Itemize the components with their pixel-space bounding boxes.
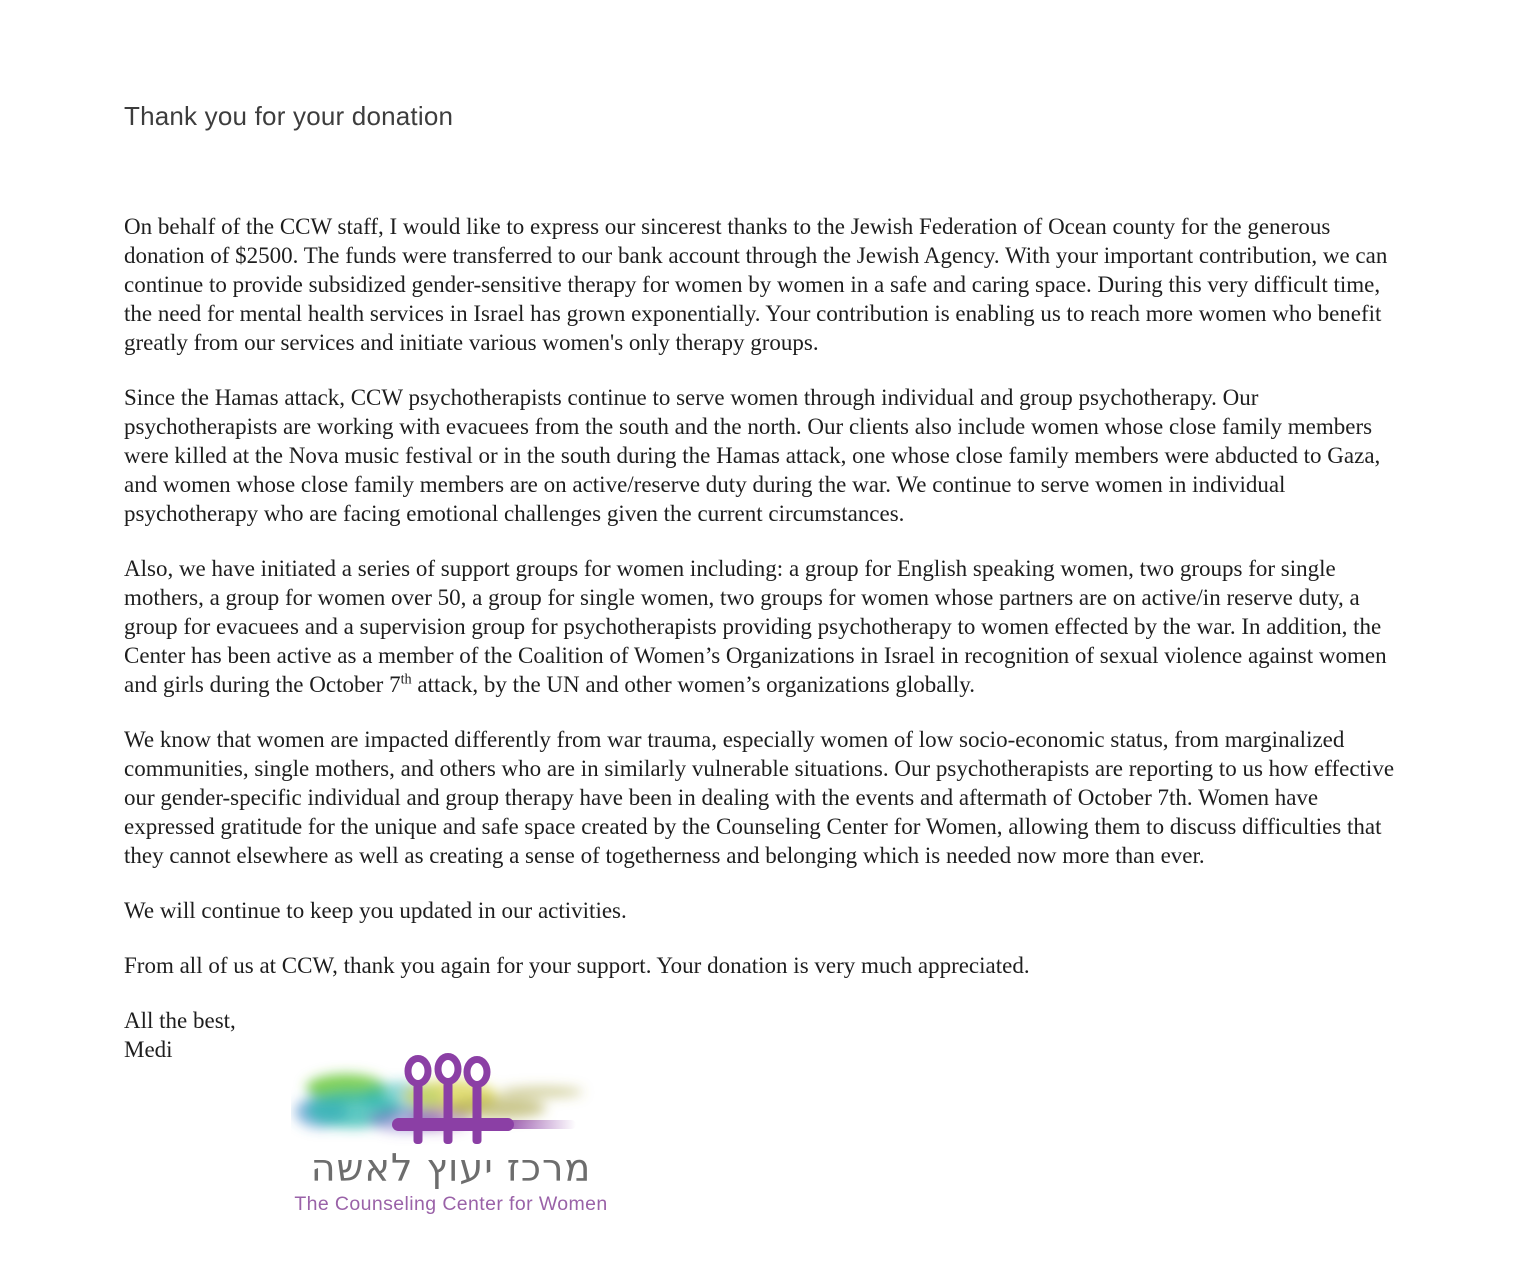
letter-body: [124, 212, 1408, 1064]
paragraph-3: [124, 554, 1408, 699]
paragraph-4: We know that women are impacted differently from war trauma, especially women of low socio-economic status, from marginalized communities, single mothers, and others who are in similarly vulnerable situations. Our psychotherapists are reporting to us how effective our gender-specific individual and group therapy have been in dealing with the events and aftermath of October 7th. Women have expressed gratitude for the unique and safe space created by the Counseling Center for Women, allowing them to discuss difficulties that they cannot elsewhere as well as creating a sense of togetherness and belonging which is needed now more than ever.: [124, 727, 1395, 868]
paragraph-3-text-continued: attack, by the UN and other women’s organizations globally.: [411, 672, 976, 697]
letter-content: [124, 98, 1408, 1064]
paragraph-2: Since the Hamas attack, CCW psychotherapists continue to serve women through individual and group psychotherapy. Our psychotherapists are working with evacuees from the south and the north. Our clients also include women whose close family members were killed at the Nova music festival or in the south during the Hamas attack, one whose close family members were abducted to Gaza, and women whose close family members are on active/reserve duty during the war. We continue to serve women in individual psychotherapy who are facing emotional challenges given the current circumstances.: [124, 385, 1381, 526]
paragraph-6: From all of us at CCW, thank you again for your support. Your donation is very much appreciated.: [124, 953, 1030, 978]
superscript-ordinal: th: [400, 671, 412, 688]
page-title: Thank you for your donation: [124, 101, 454, 131]
closing-line: All the best,: [124, 1008, 236, 1033]
signature-name: Medi: [124, 1037, 173, 1062]
logo-english-name: The Counseling Center for Women: [294, 1193, 608, 1215]
ccw-logo-artwork: [291, 1048, 611, 1148]
logo-hebrew-name: מרכז יעוץ לאשה: [310, 1146, 592, 1190]
paragraph-3-text: Also, we have initiated a series of support groups for women including: a group for English speaking women, two groups for single mothers, a group for women over 50, a group for single women, two groups for women whose partners are on active/in reserve duty, a group for evacuees and a supervision group for psychotherapists providing psychotherapy to women effected by the war. In addition, the Center has been active as a member of the Coalition of Women’s Organizations in Israel in recognition of sexual violence against women and girls during the October 7: [124, 556, 1387, 697]
ccw-logo: [291, 1048, 611, 1215]
paragraph-5: We will continue to keep you updated in our activities.: [124, 898, 627, 923]
paragraph-1: On behalf of the CCW staff, I would like to express our sincerest thanks to the Jewish Federation of Ocean county for the generous donation of $2500. The funds were transferred to our bank account through the Jewish Agency. With your important contribution, we can continue to provide subsidized gender-sensitive therapy for women by women in a safe and caring space. During this very difficult time, the need for mental health services in Israel has grown exponentially. Your contribution is enabling us to reach more women who benefit greatly from our services and initiate various women's only therapy groups.: [124, 214, 1388, 355]
